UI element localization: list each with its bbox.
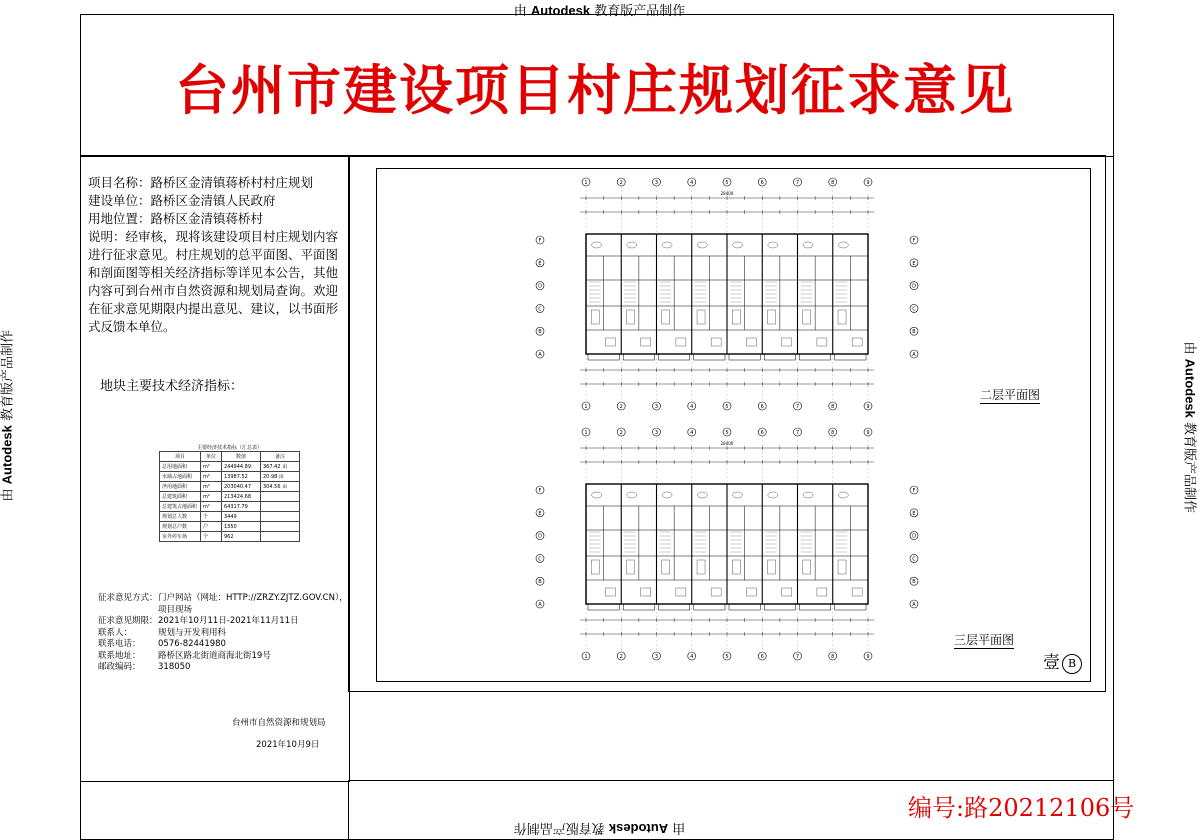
axis-label: D	[538, 534, 542, 540]
balcony	[835, 354, 866, 360]
axis-label: 7	[796, 654, 799, 660]
fixture	[662, 560, 670, 574]
balcony	[800, 354, 831, 360]
axis-label: F	[539, 238, 542, 244]
axis-label: 1	[584, 654, 587, 660]
axis-label: D	[912, 284, 916, 290]
fixture	[817, 588, 827, 596]
site-row: 用地位置：路桥区金清镇蒋桥村	[88, 210, 346, 228]
axis-label: 4	[690, 180, 693, 186]
axis-label: 9	[866, 654, 869, 660]
balcony	[588, 354, 619, 360]
axis-label: 5	[725, 404, 728, 410]
watermark-bottom: 由 Autodesk 教育版产品制作	[0, 820, 1199, 839]
fixture	[803, 560, 811, 574]
fixture	[591, 310, 599, 324]
fixture	[627, 310, 635, 324]
axis-label: 2	[620, 180, 623, 186]
fixture	[627, 492, 637, 498]
axis-label: B	[538, 579, 542, 585]
total-dimension: 28400	[721, 191, 734, 196]
fixture	[662, 310, 670, 324]
axis-label: C	[538, 556, 542, 562]
fixture	[641, 588, 651, 596]
axis-label: A	[912, 352, 916, 358]
fixture	[662, 242, 672, 248]
axis-label: 3	[655, 404, 658, 410]
axis-label: 6	[761, 404, 764, 410]
balcony	[729, 604, 760, 610]
fixture	[803, 310, 811, 324]
fixture	[782, 338, 792, 346]
fixture	[852, 338, 862, 346]
axis-label: B	[538, 329, 542, 335]
axis-label: 9	[866, 180, 869, 186]
lower-plan-label: 三层平面图	[954, 631, 1014, 649]
project-name-row: 项目名称：路桥区金清镇蒋桥村村庄规划	[88, 174, 346, 192]
fixture	[838, 242, 848, 248]
balcony	[835, 604, 866, 610]
axis-label: 6	[761, 180, 764, 186]
axis-label: 8	[831, 654, 834, 660]
watermark-left: 由 Autodesk 教育版产品制作	[0, 342, 16, 502]
axis-label: 3	[655, 180, 658, 186]
fixture	[803, 492, 813, 498]
balcony	[623, 604, 654, 610]
axis-label: 2	[620, 430, 623, 436]
fixture	[592, 242, 602, 248]
fixture	[746, 338, 756, 346]
axis-label: 1	[584, 180, 587, 186]
fixture	[838, 492, 848, 498]
axis-label: D	[538, 284, 542, 290]
axis-label: 2	[620, 654, 623, 660]
axis-label: F	[913, 238, 916, 244]
balcony	[729, 354, 760, 360]
axis-label: A	[538, 352, 542, 358]
page-title: 台州市建设项目村庄规划征求意见	[80, 48, 1110, 125]
balcony	[800, 604, 831, 610]
issue-date: 2021年10月9日	[256, 738, 319, 750]
axis-label: 9	[866, 404, 869, 410]
fixture	[697, 310, 705, 324]
fixture	[746, 588, 756, 596]
axis-label: 5	[725, 430, 728, 436]
kpi-header-row	[160, 452, 300, 462]
balcony	[694, 354, 725, 360]
fixture	[768, 242, 778, 248]
fixture	[838, 560, 846, 574]
serial-number: 编号:路20212106号	[908, 788, 1134, 823]
fixture	[676, 588, 686, 596]
fixture	[711, 588, 721, 596]
axis-label: F	[539, 488, 542, 494]
axis-label: 7	[796, 180, 799, 186]
kpi-table	[159, 443, 300, 542]
axis-label: B	[912, 579, 916, 585]
table-row: 水域占地面积 m² 13987.52 20.98 亩	[160, 472, 300, 482]
fixture	[676, 338, 686, 346]
builder-row: 建设单位：路桥区金清镇人民政府	[88, 192, 346, 210]
balcony	[659, 604, 690, 610]
balcony	[694, 604, 725, 610]
axis-label: E	[912, 511, 915, 517]
table-row: 规划总户数 户 1350	[160, 522, 300, 532]
fixture	[838, 310, 846, 324]
axis-label: 8	[831, 180, 834, 186]
fixture	[768, 492, 778, 498]
axis-label: E	[912, 261, 915, 267]
axis-label: 7	[796, 404, 799, 410]
axis-label: 3	[655, 654, 658, 660]
fixture	[605, 338, 615, 346]
kpi-header: 备注	[261, 452, 300, 462]
project-info	[88, 174, 346, 336]
fixture	[697, 242, 707, 248]
axis-label: 8	[831, 430, 834, 436]
agency-name: 台州市自然资源和规划局	[232, 716, 326, 728]
watermark-top: 由 Autodesk 教育版产品制作	[0, 0, 1199, 19]
floor-plan-upper	[536, 178, 918, 410]
fixture	[768, 560, 776, 574]
axis-label: 1	[584, 430, 587, 436]
sheet-number: 壹 B	[1043, 648, 1082, 674]
balcony	[764, 354, 795, 360]
fixture	[627, 242, 637, 248]
balcony	[623, 354, 654, 360]
fixture	[711, 338, 721, 346]
axis-label: C	[912, 556, 916, 562]
fixture	[733, 492, 743, 498]
axis-label: 1	[584, 404, 587, 410]
axis-label: 9	[866, 430, 869, 436]
fixture	[732, 560, 740, 574]
axis-label: E	[538, 261, 541, 267]
axis-label: 5	[725, 180, 728, 186]
axis-label: A	[538, 602, 542, 608]
fixture	[662, 492, 672, 498]
kpi-header: 单位	[201, 452, 222, 462]
fixture	[605, 588, 615, 596]
table-row: 室外停车场 个 962	[160, 532, 300, 542]
fixture	[591, 560, 599, 574]
kpi-heading: 地块主要技术经济指标：	[100, 375, 243, 394]
upper-plan-label: 二层平面图	[980, 386, 1040, 404]
fixture	[697, 492, 707, 498]
fixture	[733, 242, 743, 248]
fixture	[768, 310, 776, 324]
portal-link[interactable]: 门户网站（网址：HTTP://ZRZY.ZJTZ.GOV.CN），	[158, 593, 348, 605]
floor-plans-drawing	[376, 168, 1089, 680]
axis-label: 2	[620, 404, 623, 410]
fixture	[782, 588, 792, 596]
balcony	[764, 604, 795, 610]
table-row: 净用地面积 m² 203040.47 304.56 亩	[160, 482, 300, 492]
axis-label: 4	[690, 654, 693, 660]
sheet-circle: B	[1062, 654, 1082, 674]
watermark-right: 由 Autodesk 教育版产品制作	[1182, 342, 1199, 502]
axis-label: 6	[761, 430, 764, 436]
fixture	[627, 560, 635, 574]
axis-label: D	[912, 534, 916, 540]
axis-label: 4	[690, 430, 693, 436]
note-row: 说明：经审核，现将该建设项目村庄规划内容进行征求意见。村庄规划的总平面图、平面图和剖面图等相关经济指标等详见本公告，其他内容可到台州市自然资源和规划局查询。欢迎在征求意见期限内提出意见、建议，以书面形式反馈本单位。	[88, 228, 346, 336]
axis-label: 5	[725, 654, 728, 660]
kpi-header: 数值	[222, 452, 261, 462]
table-row: 总建筑占地面积 m² 64317.79	[160, 502, 300, 512]
fixture	[803, 242, 813, 248]
axis-label: 6	[761, 654, 764, 660]
axis-label: E	[538, 511, 541, 517]
contact-block: 征求意见方式： 门户网站（网址：HTTP://ZRZY.ZJTZ.GOV.CN）， 项目现场 征求意见期限： 2021年10月11日-2021年11月11日 联系人： 规划与开发利用科 联系电话： 0576-82441980 联系地址： 路桥区路北街道商海北街19号 邮政编码： 318050	[98, 593, 348, 674]
table-row: 规划总人数 个 3449	[160, 512, 300, 522]
fixture	[732, 310, 740, 324]
fixture	[697, 560, 705, 574]
axis-label: 4	[690, 404, 693, 410]
axis-label: C	[538, 306, 542, 312]
fixture	[817, 338, 827, 346]
kpi-header: 项目	[160, 452, 201, 462]
axis-label: A	[912, 602, 916, 608]
axis-label: F	[913, 488, 916, 494]
fixture	[641, 338, 651, 346]
floor-plan-lower	[536, 428, 918, 660]
axis-label: C	[912, 306, 916, 312]
kpi-caption: 主要经济技术指标（汇总表）	[160, 443, 300, 452]
fixture	[852, 588, 862, 596]
axis-label: 8	[831, 404, 834, 410]
fixture	[592, 492, 602, 498]
axis-label: 3	[655, 430, 658, 436]
table-row: 总用地面积 m² 244944.89 367.42 亩	[160, 462, 300, 472]
axis-label: B	[912, 329, 916, 335]
total-dimension: 28400	[721, 441, 734, 446]
balcony	[659, 354, 690, 360]
balcony	[588, 604, 619, 610]
axis-label: 7	[796, 430, 799, 436]
table-row: 总建筑面积 m² 213424.68	[160, 492, 300, 502]
